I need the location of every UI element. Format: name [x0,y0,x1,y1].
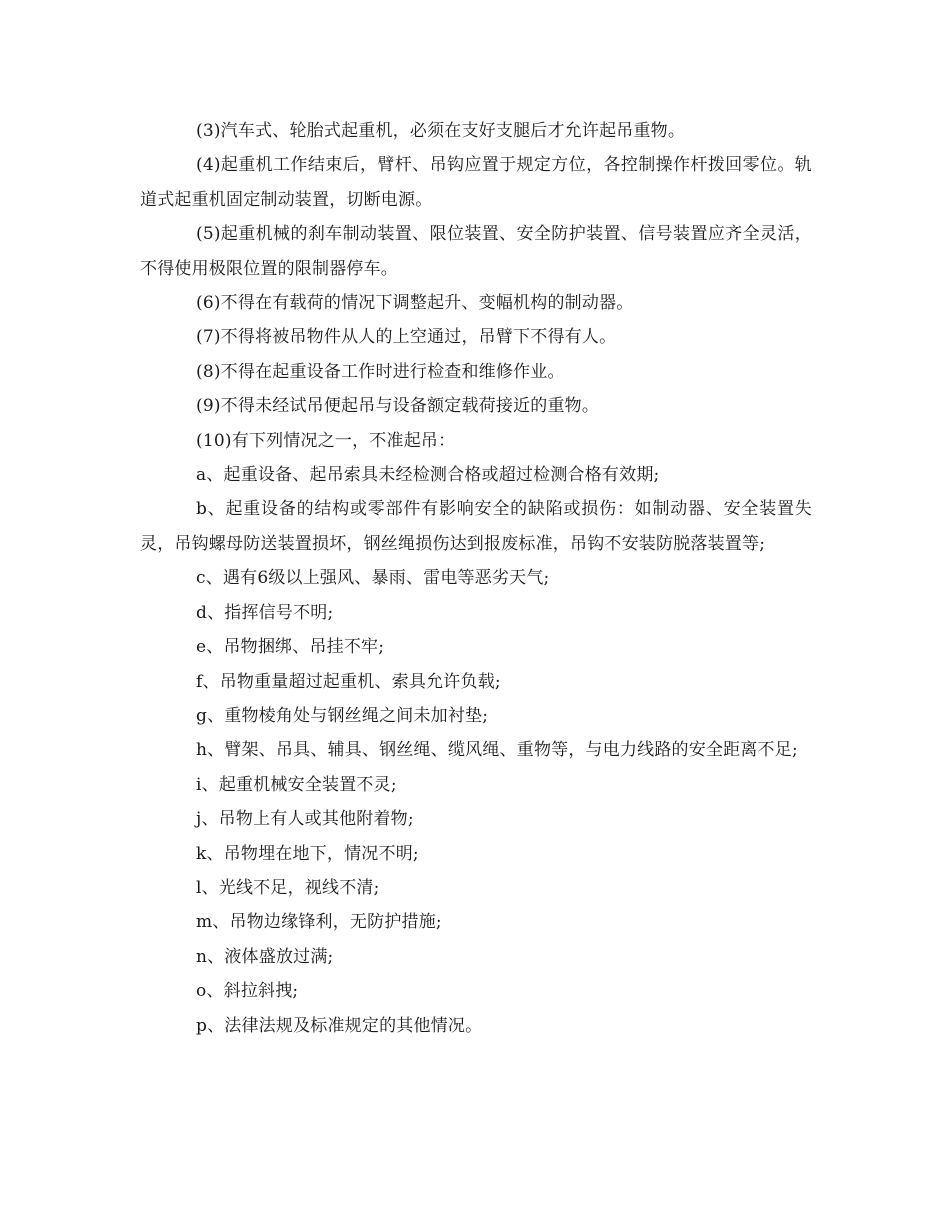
paragraph-item-4: (4)起重机工作结束后，臂杆、吊钩应置于规定方位，各控制操作杆拨回零位。轨道式起重机固定制动装置，切断电源。 [140,155,812,210]
condition-item-b: b、起重设备的结构或零部件有影响安全的缺陷或损伤：如制动器、安全装置失灵，吊钩螺母防送装置损坏，钢丝绳损伤达到报废标准，吊钩不安装防脱落装置等; [140,499,812,554]
paragraph-item-9: (9)不得未经试吊便起吊与设备额定载荷接近的重物。 [196,396,600,417]
paragraph-item-5: (5)起重机械的刹车制动装置、限位装置、安全防护装置、信号装置应齐全灵活，不得使用极限位置的限制器停车。 [140,224,812,279]
condition-item-h: h、臂架、吊具、辅具、钢丝绳、缆风绳、重物等，与电力线路的安全距离不足; [196,740,798,761]
paragraph-item-6: (6)不得在有载荷的情况下调整起升、变幅机构的制动器。 [196,293,634,314]
paragraph-item-3: (3)汽车式、轮胎式起重机，必须在支好支腿后才允许起吊重物。 [196,121,686,141]
condition-item-d: d、指挥信号不明; [196,602,334,623]
condition-item-i: i、起重机械安全装置不灵; [196,774,397,795]
condition-item-f: f、吊物重量超过起重机、索具允许负载; [196,671,501,692]
condition-item-m: m、吊物边缘锋利，无防护措施; [196,912,442,933]
document-body [140,114,812,1043]
condition-item-a: a、起重设备、起吊索具未经检测合格或超过检测合格有效期; [196,465,660,486]
paragraph-item-8: (8)不得在起重设备工作时进行检查和维修作业。 [196,361,565,382]
condition-item-n: n、液体盛放过满; [196,946,334,967]
paragraph-item-10: (10)有下列情况之一，不准起吊： [196,430,456,451]
condition-item-e: e、吊物捆绑、吊挂不牢; [196,637,385,658]
condition-item-p: p、法律法规及标准规定的其他情况。 [196,1015,483,1036]
condition-item-k: k、吊物埋在地下，情况不明; [196,843,419,864]
condition-item-j: j、吊物上有人或其他附着物; [196,809,414,830]
condition-item-l: l、光线不足，视线不清; [196,877,380,898]
paragraph-item-7: (7)不得将被吊物件从人的上空通过，吊臂下不得有人。 [196,327,617,348]
condition-item-c: c、遇有6级以上强风、暴雨、雷电等恶劣天气; [196,568,550,589]
condition-item-g: g、重物棱角处与钢丝绳之间未加衬垫; [196,705,489,726]
condition-item-o: o、斜拉斜拽; [196,981,299,1002]
